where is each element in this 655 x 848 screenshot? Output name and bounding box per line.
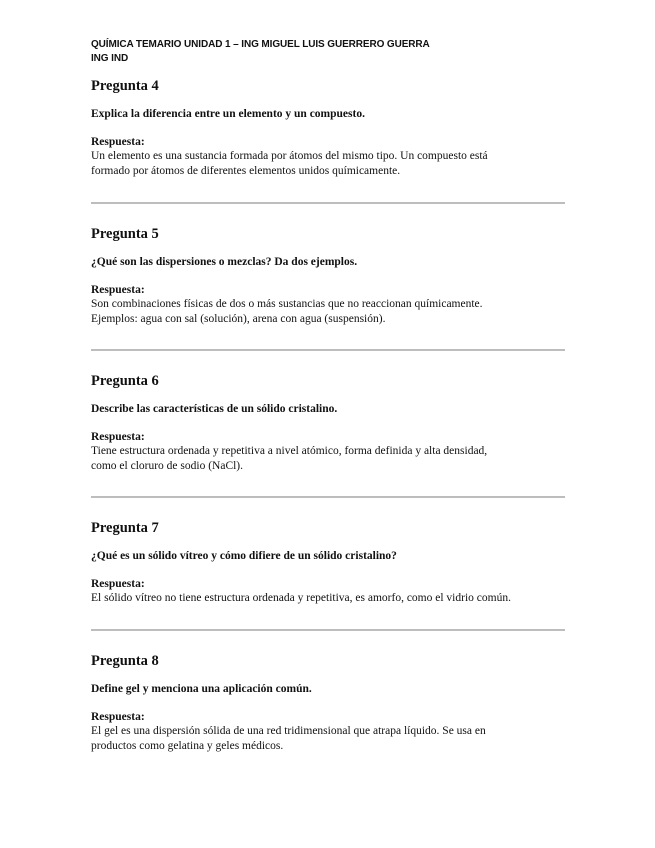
question-section-7 — [91, 519, 565, 606]
question-text: Explica la diferencia entre un elemento y un compuesto. — [91, 108, 365, 120]
section-divider — [91, 349, 565, 351]
answer-line: Ejemplos: agua con sal (solución), arena con agua (suspensión). — [91, 313, 386, 325]
question-text: Describe las características de un sólido cristalino. — [91, 403, 338, 415]
question-title: Pregunta 5 — [91, 226, 159, 242]
question-section-6 — [91, 372, 565, 474]
question-text: ¿Qué son las dispersiones o mezclas? Da dos ejemplos. — [91, 256, 358, 268]
answer-line: Tiene estructura ordenada y repetitiva a nivel atómico, forma definida y alta densidad, — [91, 445, 488, 457]
answer-line: Un elemento es una sustancia formada por átomos del mismo tipo. Un compuesto está — [91, 150, 488, 162]
question-title: Pregunta 7 — [91, 520, 159, 536]
answer-line: como el cloruro de sodio (NaCl). — [91, 460, 244, 472]
answer-line: Son combinaciones físicas de dos o más sustancias que no reaccionan químicamente. — [91, 298, 483, 310]
section-divider — [91, 202, 565, 204]
answer-label: Respuesta: — [91, 431, 145, 443]
question-section-5 — [91, 225, 565, 327]
answer-line: productos como gelatina y geles médicos. — [91, 740, 284, 752]
answer-label: Respuesta: — [91, 578, 145, 590]
question-text: ¿Qué es un sólido vítreo y cómo difiere de un sólido cristalino? — [91, 550, 397, 562]
header-title: QUÍMICA TEMARIO UNIDAD 1 – ING MIGUEL LUIS GUERRERO GUERRA — [91, 39, 430, 50]
question-section-8 — [91, 652, 565, 754]
header-subtitle: ING IND — [91, 53, 129, 64]
answer-line: formado por átomos de diferentes elementos unidos químicamente. — [91, 165, 401, 177]
document-page — [91, 38, 565, 754]
section-divider — [91, 496, 565, 498]
question-title: Pregunta 8 — [91, 653, 159, 669]
section-divider — [91, 629, 565, 631]
document-header — [91, 38, 565, 66]
answer-label: Respuesta: — [91, 284, 145, 296]
question-title: Pregunta 4 — [91, 78, 159, 94]
answer-line: El gel es una dispersión sólida de una red tridimensional que atrapa líquido. Se usa en — [91, 725, 486, 737]
answer-label: Respuesta: — [91, 711, 145, 723]
question-section-4 — [91, 77, 565, 179]
answer-line: El sólido vítreo no tiene estructura ordenada y repetitiva, es amorfo, como el vidrio común. — [91, 592, 511, 604]
answer-label: Respuesta: — [91, 136, 145, 148]
question-text: Define gel y menciona una aplicación común. — [91, 683, 312, 695]
question-title: Pregunta 6 — [91, 373, 159, 389]
